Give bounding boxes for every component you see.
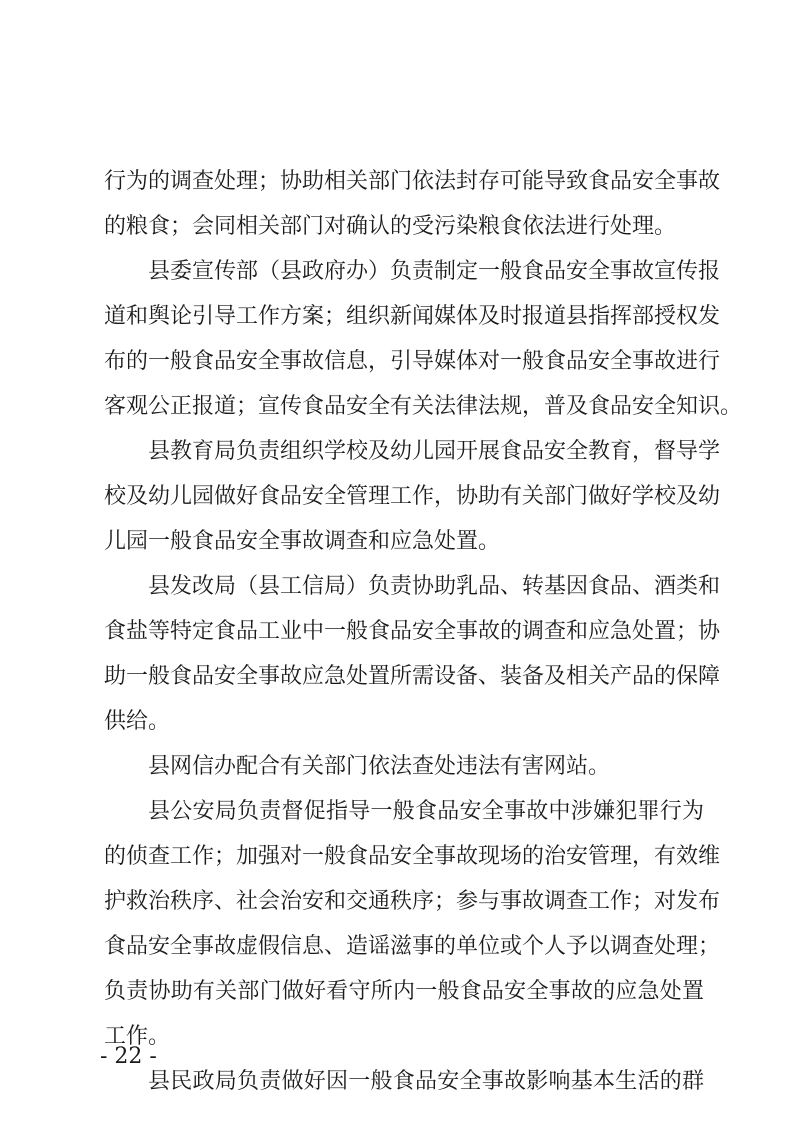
text-line: 工作。 — [104, 1024, 171, 1049]
paragraph-start-line: 县教育局负责组织学校及幼儿园开展食品安全教育，督导学 — [148, 439, 721, 464]
text-line: 儿园一般食品安全事故调查和应急处置。 — [104, 529, 501, 554]
text-line: 护救治秩序、社会治安和交通秩序；参与事故调查工作；对发布 — [104, 889, 721, 914]
text-line: 校及幼儿园做好食品安全管理工作，协助有关部门做好学校及幼 — [104, 484, 721, 509]
paragraph-start-line: 县公安局负责督促指导一般食品安全事故中涉嫌犯罪行为 — [148, 799, 704, 824]
text-line: 食盐等特定食品工业中一般食品安全事故的调查和应急处置；协 — [104, 619, 721, 644]
text-line: 食品安全事故虚假信息、造谣滋事的单位或个人予以调查处理； — [104, 934, 721, 959]
text-line: 道和舆论引导工作方案；组织新闻媒体及时报道县指挥部授权发 — [104, 304, 721, 329]
text-line: 的侦查工作；加强对一般食品安全事故现场的治安管理，有效维 — [104, 844, 721, 869]
paragraph-start-line: 县民政局负责做好因一般食品安全事故影响基本生活的群 — [148, 1069, 704, 1094]
text-line: 行为的调查处理；协助相关部门依法封存可能导致食品安全事故 — [104, 169, 721, 194]
text-line: 客观公正报道；宣传食品安全有关法律法规，普及食品安全知识。 — [104, 394, 743, 419]
paragraph-start-line: 县网信办配合有关部门依法查处违法有害网站。 — [148, 754, 611, 779]
text-line: 的粮食；会同相关部门对确认的受污染粮食依法进行处理。 — [104, 214, 677, 239]
text-line: 布的一般食品安全事故信息，引导媒体对一般食品安全事故进行 — [104, 349, 721, 374]
text-line: 负责协助有关部门做好看守所内一般食品安全事故的应急处置 — [104, 979, 704, 1004]
paragraph-start-line: 县发改局（县工信局）负责协助乳品、转基因食品、酒类和 — [148, 574, 721, 599]
text-line: 供给。 — [104, 709, 171, 734]
paragraph-start-line: 县委宣传部（县政府办）负责制定一般食品安全事故宣传报 — [148, 259, 721, 284]
text-line: 助一般食品安全事故应急处置所需设备、装备及相关产品的保障 — [104, 664, 721, 689]
page-number: - 22 - — [100, 1044, 157, 1069]
